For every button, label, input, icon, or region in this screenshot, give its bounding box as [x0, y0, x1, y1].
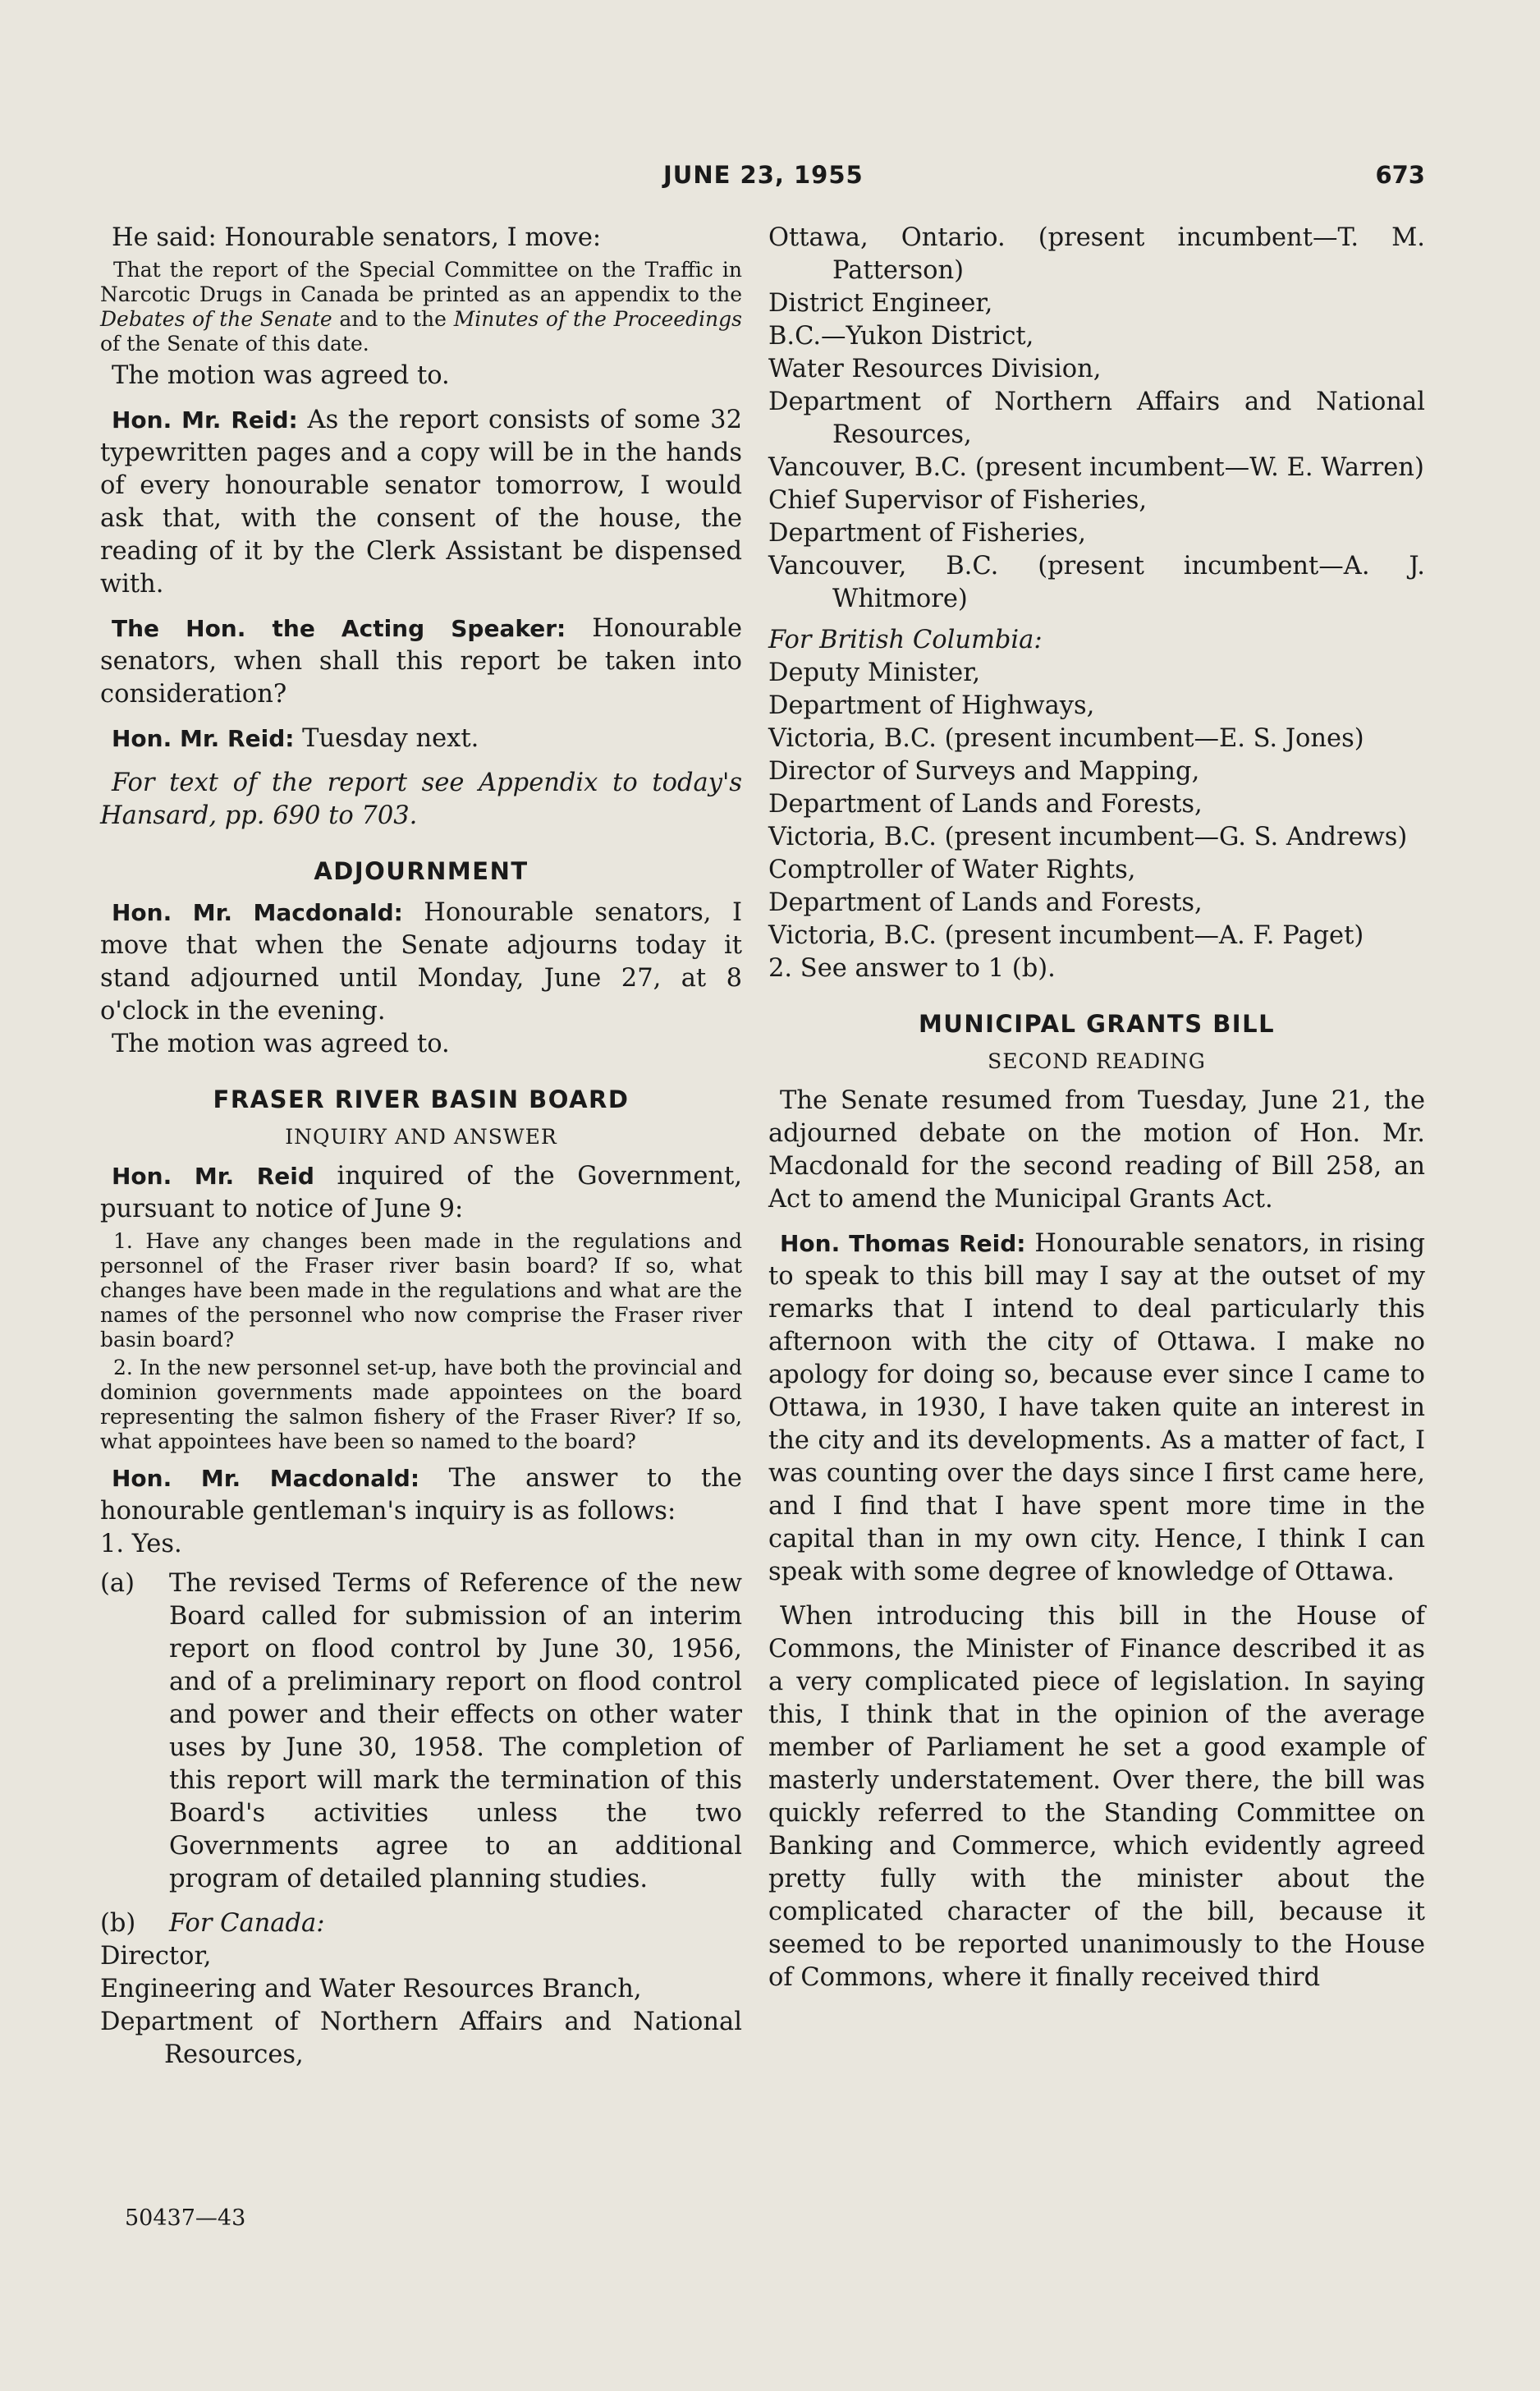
item-label: (b)	[100, 1909, 136, 1938]
item-text: The revised Terms of Reference of the new Board called for submission of an interim report on flood control by June 30, 1956, and of a preliminary report on flood control and power and their effects on other water uses by June 30, 1958. The completion of this report will mark the termination of this Board's activities unless the two Governments agree to an additional program of detailed planning studies.	[169, 1569, 742, 1893]
speech	[100, 1160, 742, 1226]
speaker-name: Hon. Mr. Reid	[112, 1163, 314, 1190]
speaker-name: Hon. Mr. Macdonald:	[112, 1465, 420, 1492]
answer-line: Engineering and Water Resources Branch,	[100, 1975, 642, 2003]
inquiry-question: 2. In the new personnel set-up, have both the provincial and dominion governments made appointees on the board representing the salmon fishery of the Fraser River? If so, what appointees have been so named to the board?	[100, 1356, 742, 1453]
answer-line: Department of Highways,	[768, 691, 1095, 720]
quote-text: That the report of the Special Committee on the Traffic in Narcotic Drugs in Canada be printed as an appendix to the	[100, 258, 742, 306]
answer-line: Department of Lands and Forests,	[768, 790, 1203, 819]
item-text: For Canada:	[169, 1909, 325, 1938]
answer-line: 2. See answer to 1 (b).	[768, 954, 1056, 983]
inquiry-question: 1. Have any changes been made in the regulations and personnel of the Fraser river basin board? If so, what changes have been made in the regulations and what are the names of the personnel who now comprise the Fraser river basin board?	[100, 1229, 742, 1352]
print-code: 50437—43	[125, 2205, 246, 2231]
answer-line: Department of Lands and Forests,	[768, 888, 1203, 917]
page-number: 673	[1375, 161, 1425, 189]
speech-text: Honourable senators, in rising to speak to this bill may I say at the outset of my remarks that I intend to deal particularly this afternoon with the city of Ottawa. I make no apology for doing so, because ever since I came to Ottawa, in 1930, I have taken quite an interest in the city and its developments. As a matter of fact, I was counting over the days since I first came here, and I find that I have spent more time in the capital than in my own city. Hence, I think I can speak with some degree of knowledge of Ottawa.	[768, 1229, 1425, 1586]
speaker-name: Hon. Mr. Reid:	[112, 725, 295, 752]
right-column	[768, 222, 1425, 1994]
speaker-name: Hon. Mr. Macdonald:	[112, 899, 403, 926]
answer-line: Ottawa, Ontario. (present incumbent—T. M. Patterson)	[768, 223, 1425, 285]
answer-line: Department of Northern Affairs and National Resources,	[768, 388, 1425, 449]
quote-text: and to the	[332, 307, 454, 331]
speaker-name: Hon. Thomas Reid:	[780, 1230, 1026, 1257]
answer-subheading: For British Columbia:	[768, 626, 1043, 654]
speech-text: Tuesday next.	[294, 724, 479, 753]
quote-text: of the Senate of this date.	[100, 332, 369, 356]
answer-line: Water Resources Division,	[768, 355, 1102, 383]
speech-text: As the report consists of some 32 typewritten pages and a copy will be in the hands of every honourable senator tomorrow, I would ask that, with the consent of the house, the reading of it by the Clerk Assistant be dispensed with.	[100, 406, 742, 599]
speech	[100, 1462, 742, 1528]
answer-line: Director of Surveys and Mapping,	[768, 757, 1200, 786]
paragraph: When introducing this bill in the House of Commons, the Minister of Finance described it as a very complicated piece of legislation. In saying this, I think that in the opinion of the average member of Parliament he set a good example of masterly understatement. Over there, the bill was quickly referred to the Standing Committee on Banking and Commerce, which evidently agreed pretty fully with the minister about the complicated character of the bill, because it seemed to be reported unanimously to the House of Commons, where it finally received third	[768, 1602, 1425, 1992]
speech-text: inquired of the Government, pursuant to notice of June 9:	[100, 1162, 743, 1223]
speech	[100, 404, 742, 601]
section-subheading: SECOND READING	[988, 1049, 1206, 1073]
quote-italic: Debates of the Senate	[100, 307, 332, 331]
answer-line: Vancouver, B.C. (present incumbent—W. E. Warren)	[768, 453, 1424, 482]
speech	[768, 1228, 1425, 1589]
answer-line: 1. Yes.	[100, 1530, 182, 1558]
answer-line: Chief Supervisor of Fisheries,	[768, 486, 1148, 515]
answer-line: Victoria, B.C. (present incumbent—A. F. Paget)	[768, 921, 1364, 950]
speech	[100, 613, 742, 711]
speech	[100, 723, 742, 755]
answer-line: Deputy Minister,	[768, 659, 981, 687]
answer-line: Director,	[100, 1942, 212, 1971]
answer-line: Victoria, B.C. (present incumbent—E. S. Jones)	[768, 724, 1364, 753]
answer-line: Department of Fisheries,	[768, 519, 1086, 548]
paragraph: The motion was agreed to.	[112, 1030, 450, 1058]
answer-item-b	[100, 1907, 742, 1940]
paragraph: The motion was agreed to.	[112, 361, 450, 390]
speaker-name: Hon. Mr. Reid:	[112, 406, 298, 434]
speaker-name: The Hon. the Acting Speaker:	[112, 615, 566, 642]
section-heading: FRASER RIVER BASIN BOARD	[213, 1085, 630, 1113]
answer-line: B.C.—Yukon District,	[768, 322, 1034, 351]
quote-italic: Minutes of the Proceedings	[453, 307, 742, 331]
speech-text: The answer to the honourable gentleman's inquiry is as follows:	[100, 1464, 742, 1526]
paragraph: He said: Honourable senators, I move:	[112, 223, 602, 252]
page-header	[0, 154, 1540, 195]
answer-line: Department of Northern Affairs and National Resources,	[100, 2008, 742, 2069]
section-subheading: INQUIRY AND ANSWER	[285, 1125, 557, 1149]
section-heading: ADJOURNMENT	[314, 857, 529, 885]
page-date: JUNE 23, 1955	[663, 161, 864, 189]
paragraph: The Senate resumed from Tuesday, June 21, the adjourned debate on the motion of Hon. Mr. Macdonald for the second reading of Bill 258, an Act to amend the Municipal Grants Act.	[768, 1086, 1425, 1214]
left-column	[100, 222, 742, 2072]
item-label: (a)	[100, 1569, 135, 1598]
section-heading: MUNICIPAL GRANTS BILL	[918, 1010, 1276, 1038]
answer-line: Vancouver, B.C. (present incumbent—A. J. Whitmore)	[768, 552, 1425, 613]
answer-line: Victoria, B.C. (present incumbent—G. S. Andrews)	[768, 823, 1408, 851]
answer-line: Comptroller of Water Rights,	[768, 856, 1136, 884]
speech-text: Honourable senators, I move that when the Senate adjourns today it stand adjourned until Monday, June 27, at 8 o'clock in the evening.	[100, 898, 742, 1026]
answer-item-a	[100, 1567, 742, 1896]
motion-quote	[100, 258, 742, 356]
appendix-note: For text of the report see Appendix to today's Hansard, pp. 690 to 703.	[100, 769, 742, 830]
answer-line: District Engineer,	[768, 289, 993, 318]
speech	[100, 897, 742, 1028]
speech-text: Honourable senators, when shall this report be taken into consideration?	[100, 614, 743, 709]
